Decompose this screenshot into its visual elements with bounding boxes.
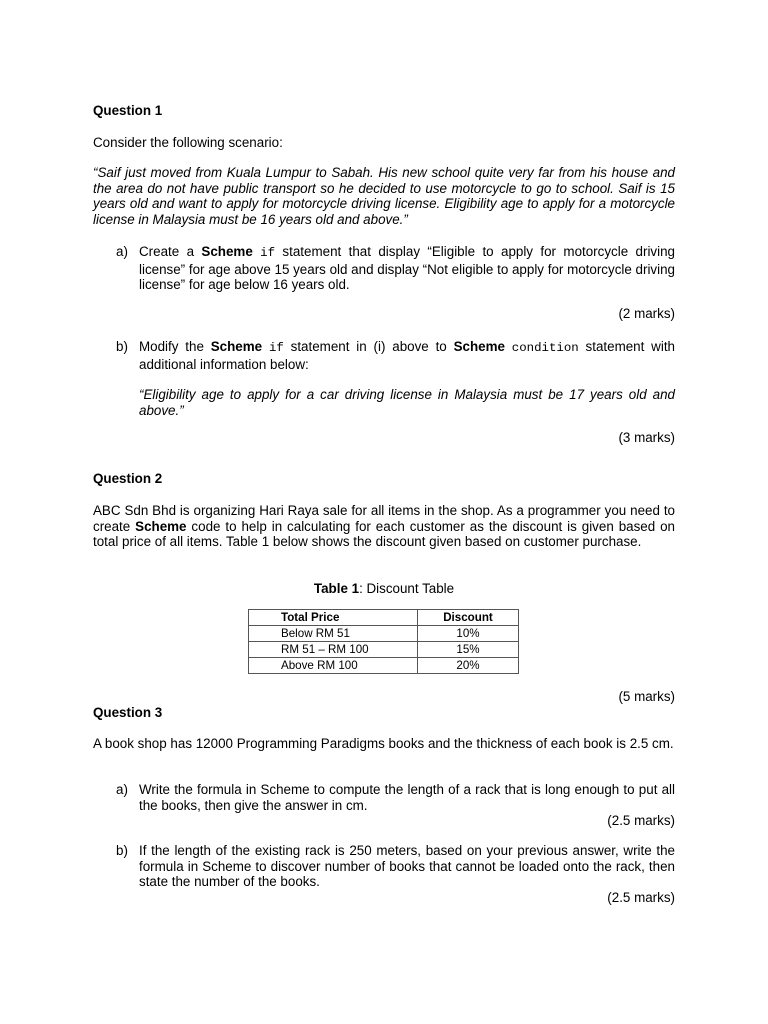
question-3-heading: Question 3 [93, 705, 163, 720]
q1-part-a-marks: (2 marks) [618, 306, 675, 321]
table-cell-discount: 15% [418, 642, 519, 658]
discount-table [248, 609, 519, 674]
question-1-intro: Consider the following scenario: [93, 135, 283, 150]
question-2-text: ABC Sdn Bhd is organizing Hari Raya sale for all items in the shop. As a programmer you need to create Scheme code to help in calculating for each customer as the discount is given based on total price of all items. Table 1 below shows the discount given based on customer purchase. [93, 503, 675, 550]
q3-part-b-marks: (2.5 marks) [607, 890, 675, 905]
q1-part-a-text: Create a Scheme if statement that display “Eligible to apply for motorcycle driving license” for age above 15 years old and display “Not eligible to apply for motorcycle driving license” for age below 16 years old. [139, 244, 675, 293]
table-header-row [249, 610, 519, 626]
q1-part-b-quote: “Eligibility age to apply for a car driving license in Malaysia must be 17 years old and above.” [139, 387, 675, 418]
q3-part-a-marks: (2.5 marks) [607, 813, 675, 828]
q3-part-a-letter: a) [116, 782, 128, 797]
q1-part-a-letter: a) [116, 244, 128, 259]
question-3-intro: A book shop has 12000 Programming Paradigms books and the thickness of each book is 2.5 cm. [93, 736, 674, 751]
q3-part-a-text: Write the formula in Scheme to compute the length of a rack that is long enough to put all the books, then give the answer in cm. [139, 782, 675, 813]
q1-part-b-marks: (3 marks) [618, 430, 675, 445]
table-row [249, 626, 519, 642]
table-cell-discount: 10% [418, 626, 519, 642]
q2-marks: (5 marks) [618, 689, 675, 704]
table-cell-total-price: Below RM 51 [249, 626, 418, 642]
question-1-scenario: “Saif just moved from Kuala Lumpur to Sabah. His new school quite very far from his house and the area do not have public transport so he decided to use motorcycle to go to school. Saif is 15 years old and want to apply for motorcycle driving license. Eligibility age to apply for a motorcycle license in Malaysia must be 16 years old and above.” [93, 165, 675, 227]
q3-part-b-letter: b) [116, 843, 128, 858]
table-row [249, 642, 519, 658]
q3-part-b-text: If the length of the existing rack is 250 meters, based on your previous answer, write the formula in Scheme to discover number of books that cannot be loaded onto the rack, then state the number of the books. [139, 843, 675, 890]
q1-part-b-letter: b) [116, 339, 128, 354]
table-row [249, 658, 519, 674]
question-1-heading: Question 1 [93, 103, 163, 118]
table-cell-total-price: RM 51 – RM 100 [249, 642, 418, 658]
table-header-discount: Discount [418, 610, 519, 626]
table-cell-total-price: Above RM 100 [249, 658, 418, 674]
question-2-heading: Question 2 [93, 471, 163, 486]
q1-part-b-text: Modify the Scheme if statement in (i) above to Scheme condition statement with additional information below: [139, 339, 675, 372]
table-header-total-price: Total Price [249, 610, 418, 626]
table-cell-discount: 20% [418, 658, 519, 674]
table-1-caption: Table 1: Discount Table [313, 581, 455, 596]
